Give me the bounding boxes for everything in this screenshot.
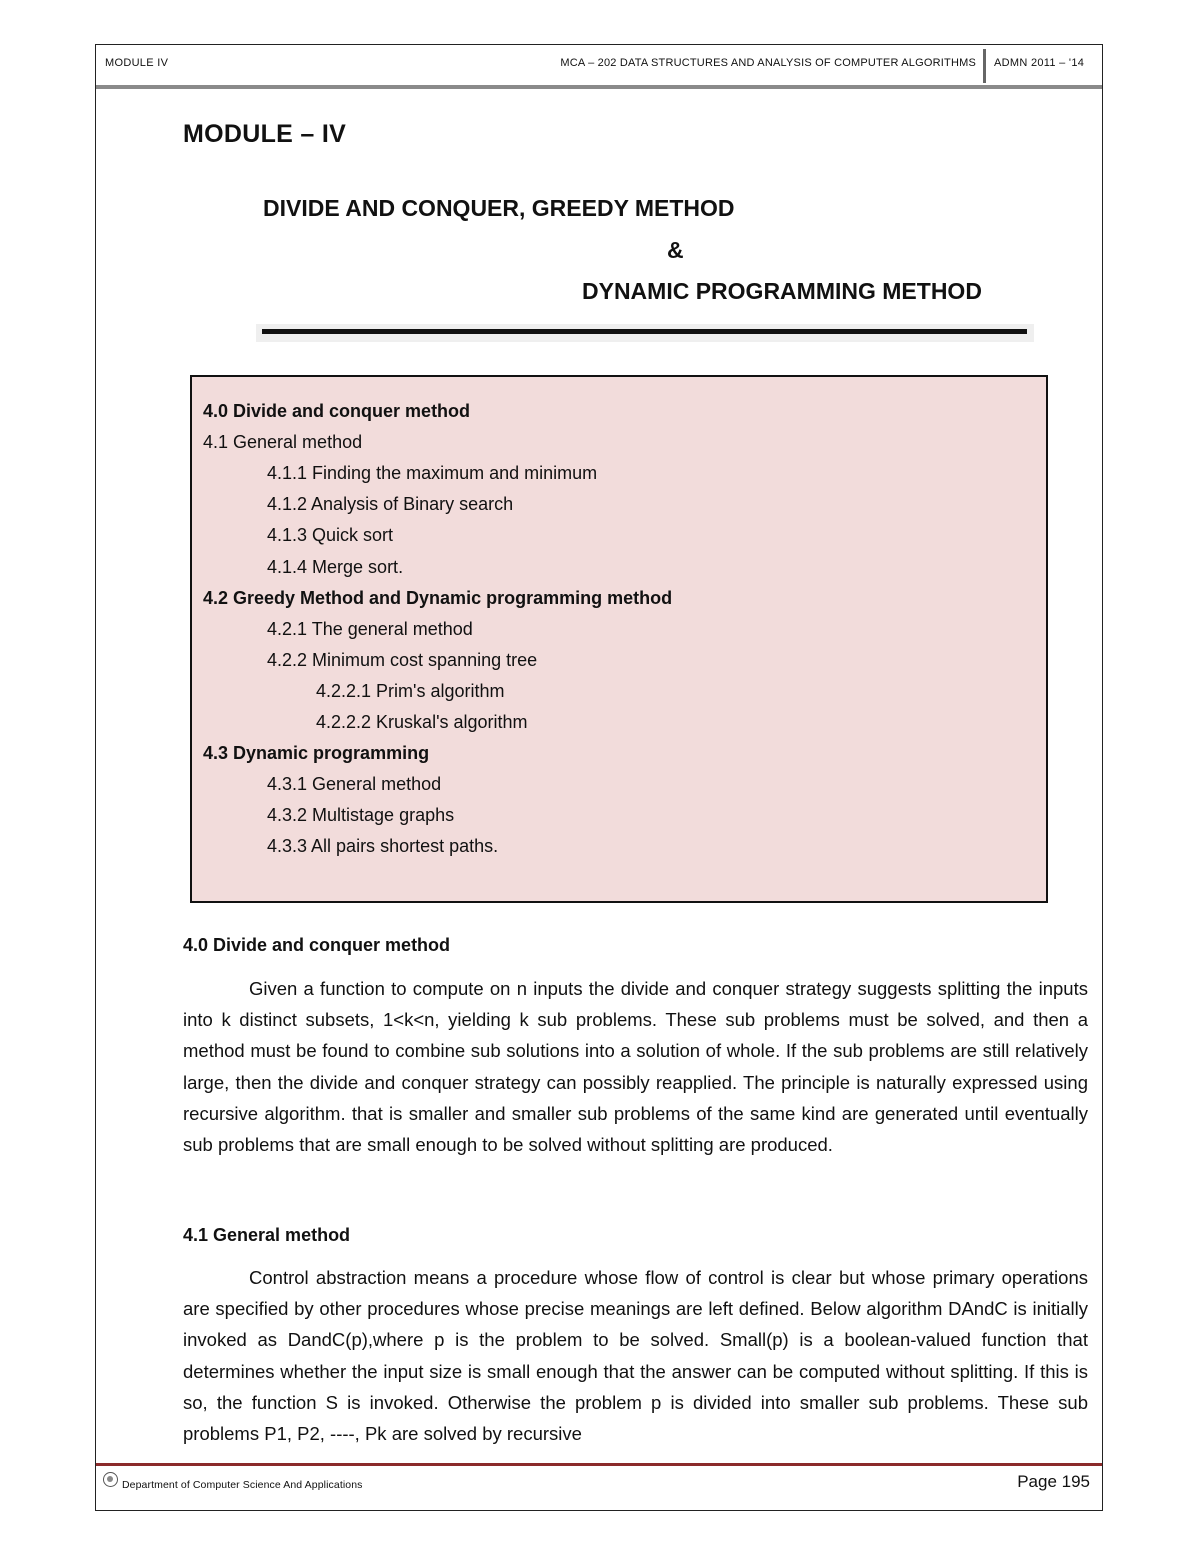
toc-item: 4.2 Greedy Method and Dynamic programming method bbox=[203, 587, 673, 608]
toc-item: 4.2.1 The general method bbox=[267, 618, 473, 639]
footer-department: Department of Computer Science And Applications bbox=[122, 1479, 363, 1491]
header-module: MODULE IV bbox=[105, 57, 169, 69]
table-of-contents bbox=[190, 375, 1048, 903]
toc-item: 4.1.3 Quick sort bbox=[267, 525, 394, 546]
header-admission: ADMN 2011 – '14 bbox=[994, 57, 1085, 69]
section-paragraph-4-0: Given a function to compute on n inputs the divide and conquer strategy suggests splitting the inputs into k distinct subsets, 1<k<n, yielding k sub problems. These sub problems must be solved, and then a method must be found to combine sub solutions into a solution of whole. If the sub problems are still relatively large, then the divide and conquer strategy can possibly reapplied. The principle is naturally expressed using recursive algorithm. that is smaller and smaller sub problems of the same kind are generated until eventually sub problems that are small enough to be solved without splitting are produced. bbox=[183, 978, 1088, 1156]
chapter-title-line1: DIVIDE AND CONQUER, GREEDY METHOD bbox=[263, 195, 735, 221]
toc-item: 4.0 Divide and conquer method bbox=[203, 401, 471, 421]
toc-item: 4.1 General method bbox=[203, 432, 363, 453]
header-rule bbox=[96, 85, 1102, 89]
toc-item: 4.3.3 All pairs shortest paths. bbox=[267, 836, 499, 857]
header-course: MCA – 202 DATA STRUCTURES AND ANALYSIS OF COMPUTER ALGORITHMS bbox=[560, 57, 976, 69]
section-paragraph-4-1: Control abstraction means a procedure whose flow of control is clear but whose primary operations are specified by other procedures whose precise meanings are left defined. Below algorithm DAndC is initially invoked as DandC(p),where p is the problem to be solved. Small(p) is a boolean-valued function that determines whether the input size is small enough that the answer can be computed without splitting. If this is so, the function S is invoked. Otherwise the problem p is divided into smaller sub problems. These sub problems P1, P2, ----, Pk are solved by recursive bbox=[183, 1267, 1088, 1445]
footer-rule bbox=[96, 1463, 1102, 1466]
chapter-title-line2: DYNAMIC PROGRAMMING METHOD bbox=[582, 278, 982, 304]
page-header bbox=[96, 45, 1102, 85]
toc-item: 4.3.2 Multistage graphs bbox=[267, 805, 455, 826]
toc-item: 4.1.2 Analysis of Binary search bbox=[267, 494, 514, 515]
toc-item: 4.1.4 Merge sort. bbox=[267, 556, 404, 577]
toc-item: 4.2.2.1 Prim's algorithm bbox=[316, 680, 505, 701]
section-heading-4-1: 4.1 General method bbox=[183, 1225, 351, 1245]
toc-item: 4.2.2.2 Kruskal's algorithm bbox=[316, 712, 528, 732]
header-separator bbox=[983, 49, 986, 83]
page-number: Page 195 bbox=[1017, 1472, 1090, 1491]
toc-item: 4.3.1 General method bbox=[267, 774, 442, 795]
section-heading-4-0: 4.0 Divide and conquer method bbox=[183, 935, 451, 955]
toc-item: 4.1.1 Finding the maximum and minimum bbox=[267, 463, 598, 484]
toc-item: 4.2.2 Minimum cost spanning tree bbox=[267, 649, 538, 670]
chapter-title-ampersand: & bbox=[667, 237, 684, 263]
title-rule bbox=[262, 329, 1027, 334]
department-logo-icon bbox=[103, 1472, 118, 1487]
toc-item: 4.3 Dynamic programming bbox=[203, 743, 430, 764]
module-title: MODULE – IV bbox=[183, 120, 347, 148]
